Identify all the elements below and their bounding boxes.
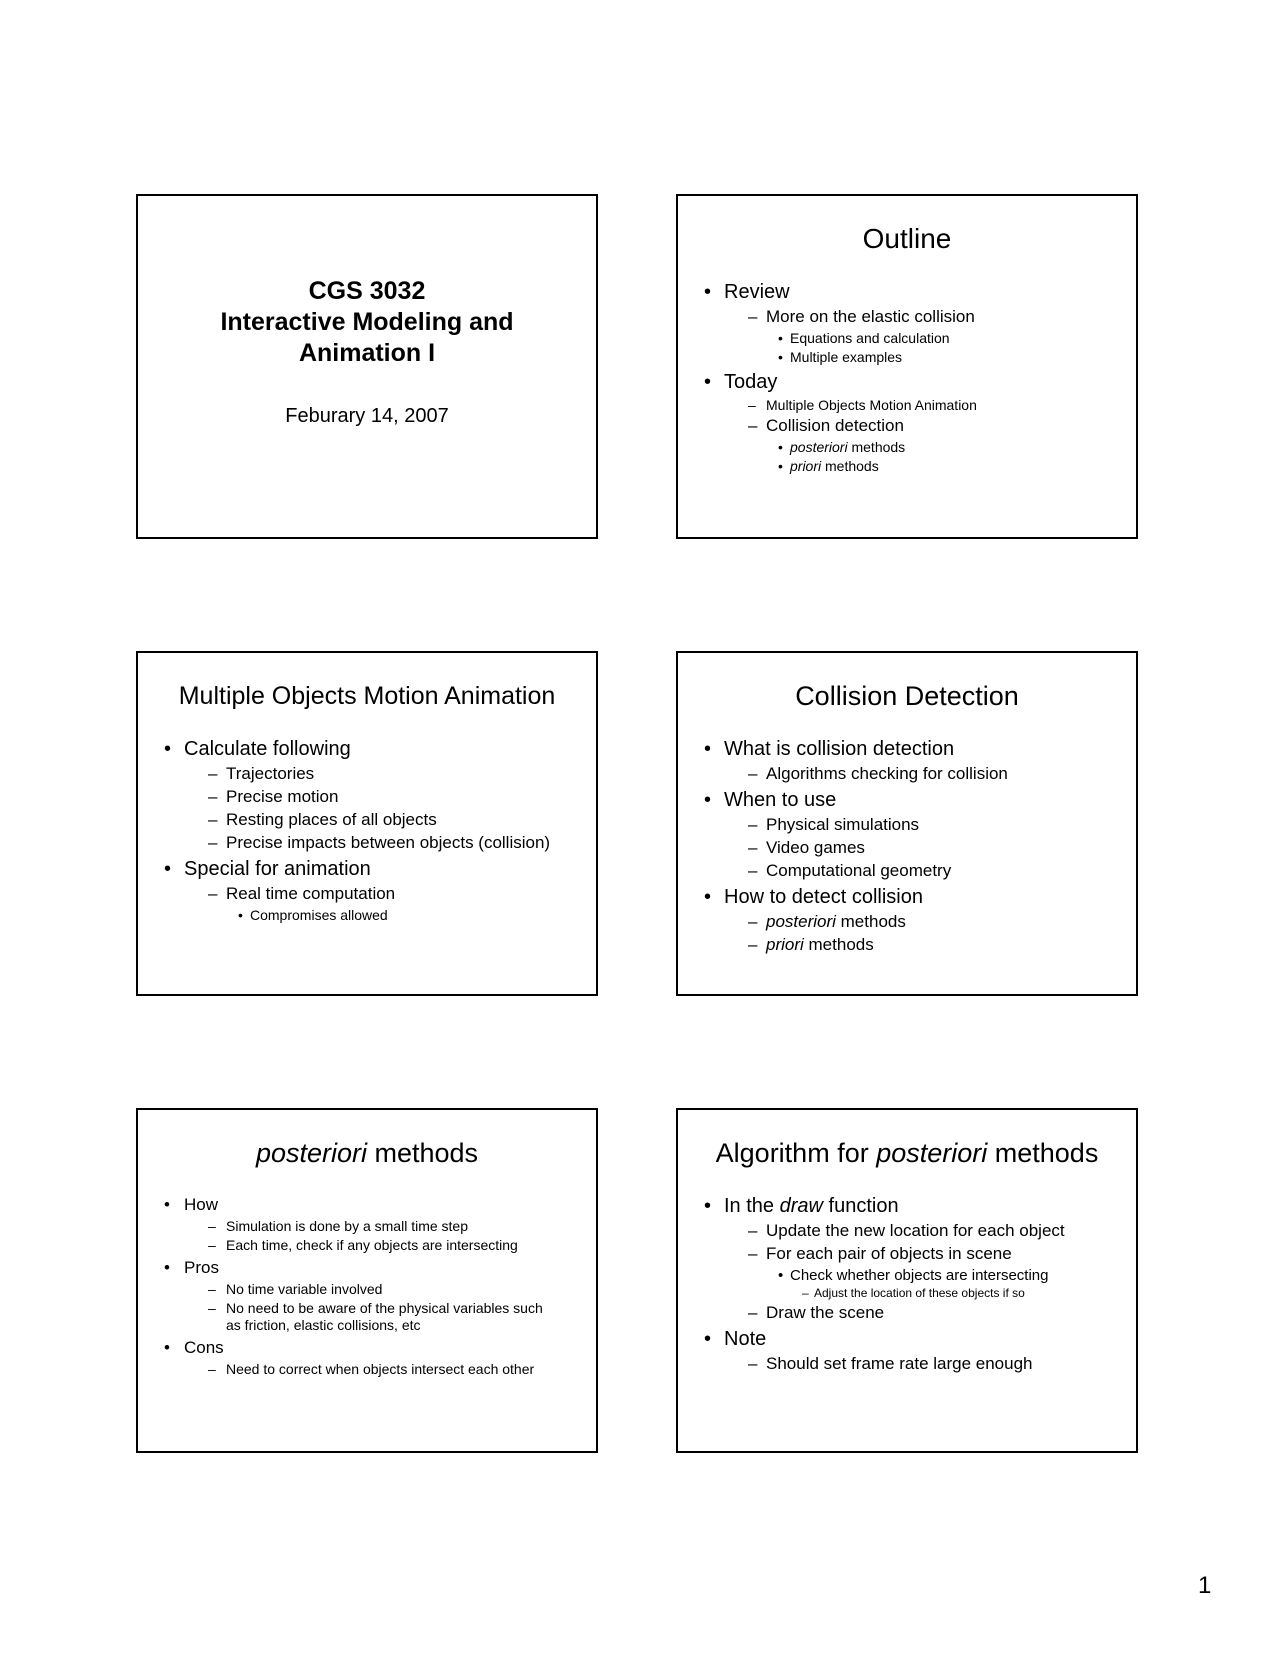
sub-bullet: – More on the elastic collision bbox=[704, 307, 1126, 327]
slide-multiple-objects bbox=[136, 651, 598, 996]
sub-bullet: – Resting places of all objects bbox=[164, 810, 586, 830]
sub-bullet: – Simulation is done by a small time step bbox=[164, 1218, 586, 1234]
slide-posteriori-methods bbox=[136, 1108, 598, 1453]
sub-bullet: – Real time computation bbox=[164, 884, 586, 904]
bullet-today: • Today bbox=[704, 371, 1126, 394]
sub-bullet: – Update the new location for each object bbox=[704, 1221, 1126, 1241]
term-suffix: methods bbox=[847, 439, 906, 455]
slide-body bbox=[704, 276, 1126, 474]
sub-bullet bbox=[704, 935, 1126, 955]
term-suffix: methods bbox=[803, 935, 874, 954]
course-title-line-3: Animation I bbox=[298, 339, 436, 367]
slide-body bbox=[164, 1190, 586, 1377]
sub-bullet: – Precise motion bbox=[164, 787, 586, 807]
sub-sub-bullet: • Multiple examples bbox=[704, 349, 1126, 365]
bullet: • What is collision detection bbox=[704, 738, 1126, 761]
slide-title: Collision Detection bbox=[795, 681, 1019, 711]
italic-term: posteriori bbox=[876, 1138, 988, 1168]
sub-bullet bbox=[704, 912, 1126, 932]
slide-title bbox=[686, 1136, 1128, 1170]
course-title-line-2: Interactive Modeling and bbox=[220, 308, 514, 336]
slide-body bbox=[704, 733, 1126, 955]
sub-sub-bullet bbox=[704, 458, 1126, 474]
sub-bullet: – Each time, check if any objects are intersecting bbox=[164, 1237, 586, 1253]
sub-sub-bullet bbox=[704, 439, 1126, 455]
text-prefix: In the bbox=[724, 1195, 780, 1217]
sub-bullet: – Trajectories bbox=[164, 764, 586, 784]
sub-bullet: – For each pair of objects in scene bbox=[704, 1244, 1126, 1264]
slide-algorithm-posteriori bbox=[676, 1108, 1138, 1453]
title-suffix: methods bbox=[987, 1138, 1099, 1168]
sub-bullet: – Algorithms checking for collision bbox=[704, 764, 1126, 784]
slide-title bbox=[136, 194, 598, 539]
sub-bullet: – Draw the scene bbox=[704, 1303, 1126, 1323]
bullet: • Pros bbox=[164, 1258, 586, 1278]
bullet bbox=[704, 1195, 1126, 1218]
italic-term: posteriori bbox=[766, 912, 836, 931]
bullet: • When to use bbox=[704, 789, 1126, 812]
bullet: • Note bbox=[704, 1328, 1126, 1351]
bullet-review: • Review bbox=[704, 281, 1126, 304]
slide-title: Multiple Objects Motion Animation bbox=[178, 682, 556, 710]
course-title-line-1: CGS 3032 bbox=[308, 277, 426, 305]
sub-sub-bullet: • Check whether objects are intersecting bbox=[704, 1267, 1126, 1284]
text-suffix: function bbox=[822, 1195, 899, 1217]
sub-bullet: – Precise impacts between objects (collision) bbox=[164, 833, 586, 853]
sub-bullet: – Computational geometry bbox=[704, 861, 1126, 881]
italic-term: posteriori bbox=[790, 439, 848, 455]
sub-bullet-continued: as friction, elastic collisions, etc bbox=[226, 1317, 421, 1333]
slide-outline bbox=[676, 194, 1138, 539]
sub-bullet: – Should set frame rate large enough bbox=[704, 1354, 1126, 1374]
bullet: • Special for animation bbox=[164, 858, 586, 881]
sub-bullet: – Video games bbox=[704, 838, 1126, 858]
italic-term: priori bbox=[766, 935, 804, 954]
title-suffix: methods bbox=[366, 1138, 479, 1168]
italic-term: draw bbox=[779, 1195, 823, 1217]
italic-term: posteriori bbox=[255, 1138, 367, 1168]
bullet: • Cons bbox=[164, 1338, 586, 1358]
title-prefix: Algorithm for bbox=[715, 1138, 877, 1168]
page-number: 1 bbox=[1198, 1572, 1212, 1599]
bullet: • Calculate following bbox=[164, 738, 586, 761]
bullet: • How to detect collision bbox=[704, 886, 1126, 909]
sub-bullet: – No need to be aware of the physical variables such bbox=[164, 1300, 586, 1316]
sub-bullet: – No time variable involved bbox=[164, 1281, 586, 1297]
term-suffix: methods bbox=[835, 912, 906, 931]
sub-sub-bullet: • Equations and calculation bbox=[704, 330, 1126, 346]
sub-sub-sub-bullet: – Adjust the location of these objects if so bbox=[704, 1286, 1126, 1300]
italic-term: priori bbox=[790, 458, 822, 474]
sub-bullet: – Physical simulations bbox=[704, 815, 1126, 835]
sub-bullet: – Multiple Objects Motion Animation bbox=[704, 397, 1126, 413]
slide-body bbox=[704, 1190, 1126, 1374]
sub-bullet: – Need to correct when objects intersect each other bbox=[164, 1361, 586, 1377]
sub-bullet: – Collision detection bbox=[704, 416, 1126, 436]
slide-body bbox=[164, 733, 586, 923]
lecture-date: Feburary 14, 2007 bbox=[285, 405, 449, 427]
term-suffix: methods bbox=[821, 458, 879, 474]
sub-sub-bullet: • Compromises allowed bbox=[164, 907, 586, 923]
slide-title bbox=[146, 1136, 588, 1170]
slide-collision-detection bbox=[676, 651, 1138, 996]
slide-title: Outline bbox=[862, 223, 952, 254]
bullet: • How bbox=[164, 1195, 586, 1215]
cover-block bbox=[138, 276, 596, 428]
